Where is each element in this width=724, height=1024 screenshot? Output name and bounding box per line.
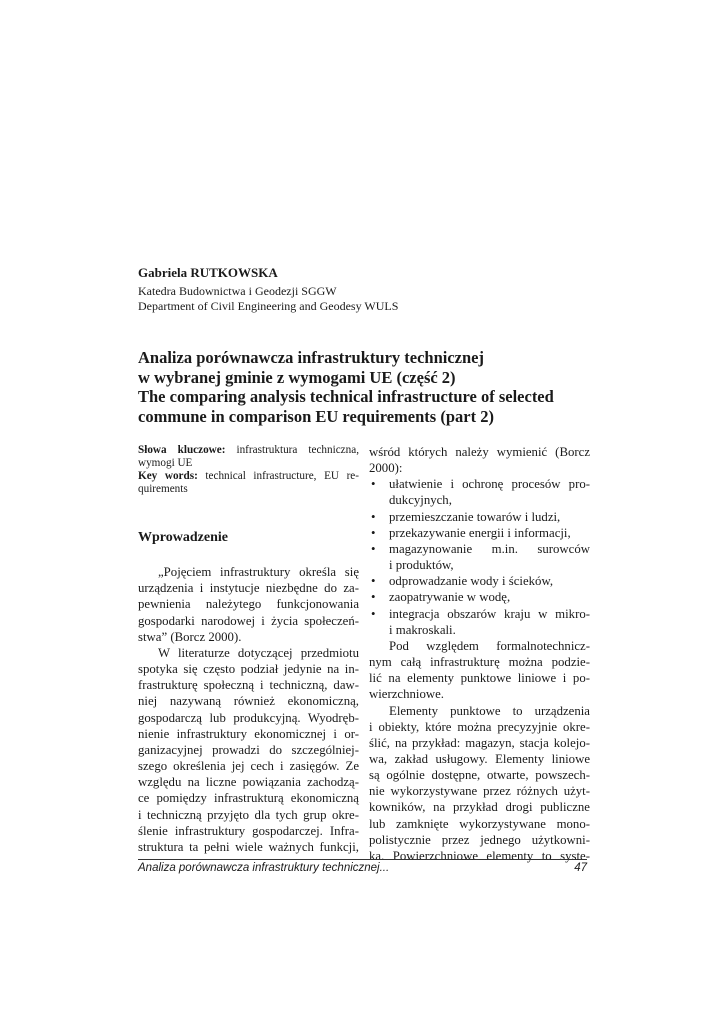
- list-item: • przekazywanie energii i informacji,: [369, 525, 590, 541]
- text-line: Pod względem formalnotechnicz-: [389, 638, 590, 653]
- functions-list: [369, 476, 590, 638]
- text-line: gospodarczą lub produkcyjną. Wyodręb-: [138, 710, 359, 725]
- text-line: ganizacyjnej prowadzi do szczególniej-: [138, 742, 359, 757]
- text-line: struktura ta pełni wiele ważnych funkcji,: [138, 839, 359, 854]
- list-item: • ułatwienie i ochronę procesów pro- dukcyjnych,: [369, 476, 590, 508]
- author-name: Gabriela RUTKOWSKA: [138, 265, 278, 280]
- text-line: Elementy punktowe to urządzenia: [389, 703, 590, 718]
- footer-divider: [138, 859, 587, 860]
- text-line: szego określenia jej cech i zasięgów. Ze: [138, 759, 359, 774]
- list-item: • przemieszczanie towarów i ludzi,: [369, 509, 590, 525]
- text-line: pewnienia należytego funkcjonowania: [138, 597, 359, 612]
- text-line: i techniczną przyjęto dla tych grup okre-: [138, 807, 359, 822]
- text-line: lić na elementy punktowe liniowe i po-: [369, 671, 590, 686]
- list-item: • odprowadzanie wody i ścieków,: [369, 573, 590, 589]
- text-line: wierzchniowe.: [369, 687, 444, 702]
- left-column: [138, 444, 359, 855]
- list-item: • zaopatrywanie w wodę,: [369, 589, 590, 605]
- keywords-english-line: quirements: [138, 483, 188, 495]
- section-heading: Wprowadzenie: [138, 530, 228, 545]
- affiliation-english: Department of Civil Engineering and Geodesy WULS: [138, 299, 399, 313]
- title-line: Analiza porównawcza infrastruktury technicznej: [138, 348, 485, 367]
- list-item: • integracja obszarów kraju w mikro- i makroskali.: [369, 606, 590, 638]
- text-line: spotyka się często podział jedynie na in-: [138, 662, 359, 677]
- text-line: frastrukturę społeczną i techniczną, daw-: [138, 678, 359, 693]
- paper-title: [138, 348, 608, 426]
- keywords-polish-line: wymogi UE: [138, 457, 193, 469]
- text-line: niej nazywaną również ekonomiczną,: [138, 694, 359, 709]
- text-line: ślić, na przykład: magazyn, stacja kolejo-: [369, 735, 590, 750]
- text-line: wśród których należy wymienić (Borcz: [369, 445, 590, 459]
- text-line: W literaturze dotyczącej przedmiotu: [158, 645, 359, 660]
- text-line: ślenie infrastruktury gospodarczej. Infra-: [138, 823, 359, 838]
- intro-paragraphs: [138, 564, 359, 855]
- text-line: gospodarki narodowej i życia społeczeń-: [138, 613, 359, 628]
- keywords-polish-label: Słowa kluczowe:: [138, 444, 226, 456]
- keywords-polish-text: infrastruktura techniczna,: [236, 444, 360, 456]
- text-line: nym całą infrastrukturę można podzie-: [369, 655, 590, 670]
- text-line: polistycznie przez jednego użytkowni-: [369, 832, 590, 847]
- text-line: względu na liczne powiązania zachodzą-: [138, 775, 359, 790]
- text-line: są ogólnie dostępne, otwarte, powszech-: [369, 768, 590, 783]
- text-line: ka. Powierzchniowe elementy to syste-: [369, 848, 590, 863]
- title-line: commune in comparison EU requirements (part 2): [138, 406, 494, 426]
- text-line: lub zamknięte wykorzystywane mono-: [369, 816, 590, 831]
- text-line: wa, zakład usługowy. Elementy liniowe: [369, 751, 590, 766]
- text-line: stwa” (Borcz 2000).: [138, 629, 242, 644]
- keywords-english-label: Key words:: [138, 470, 198, 482]
- text-line: nie wykorzystywane przez różnych użyt-: [369, 784, 590, 799]
- page-number: 47: [574, 862, 587, 874]
- text-line: „Pojęciem infrastruktury określa się: [158, 565, 359, 580]
- right-column: [369, 444, 590, 864]
- title-line: w wybranej gminie z wymogami UE (część 2): [138, 367, 456, 387]
- running-title: Analiza porównawcza infrastruktury technicznej...: [138, 862, 390, 874]
- text-line: kowników, na przykład drogi publiczne: [369, 800, 590, 815]
- text-line: nienie infrastruktury ekonomicznej i or-: [138, 726, 359, 741]
- text-line: ce pomiędzy infrastrukturą ekonomiczną: [138, 791, 359, 806]
- list-item: • magazynowanie m.in. surowców i produktów,: [369, 541, 590, 573]
- affiliation-polish: Katedra Budownictwa i Geodezji SGGW: [138, 284, 337, 298]
- text-line: i obiekty, które można precyzyjnie okre-: [369, 719, 590, 734]
- title-line: The comparing analysis technical infrastructure of selected: [138, 387, 554, 406]
- keywords-english-line: [138, 470, 359, 483]
- text-line: 2000):: [369, 461, 403, 476]
- keywords-english-text: technical infrastructure, EU re-: [205, 470, 359, 482]
- keywords-block: [138, 444, 359, 496]
- keywords-polish-line: [138, 444, 359, 457]
- text-line: urządzenia i instytucje niezbędne do za-: [138, 581, 359, 596]
